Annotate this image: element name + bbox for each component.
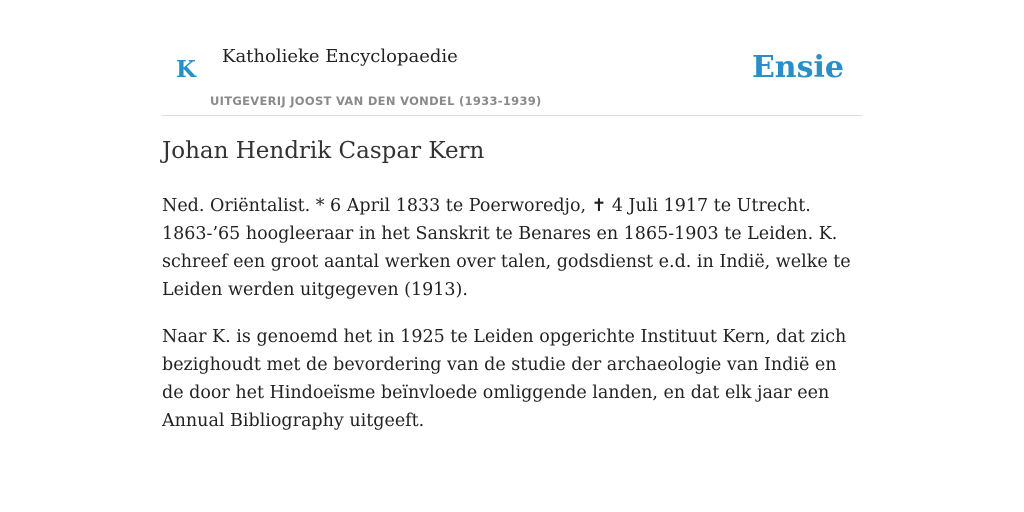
article-paragraph: Naar K. is genoemd het in 1925 te Leiden opgerichte Instituut Kern, dat zich bezighoudt met de bevordering van de studie der archaeologie van Indië en de door het Hindoeïsme beïnvloede omliggende landen, en dat elk jaar een Annual Bibliography uitgeeft. [162,327,847,431]
article-body [162,192,862,454]
article-paragraph: Ned. Oriëntalist. * 6 April 1833 te Poerworedjo, ✝ 4 Juli 1917 te Utrecht. 1863-’65 hoogleeraar in het Sanskrit te Benares en 1865-1903 te Leiden. K. schreef een groot aantal werken over talen, godsdienst e.d. in Indië, welke te Leiden werden uitgegeven (1913). [162,196,851,300]
site-header [162,36,862,116]
encyclopedia-title[interactable]: Katholieke Encyclopaedie [222,46,458,67]
encyclopedia-logo[interactable]: K [176,56,196,83]
publisher-label: UITGEVERIJ JOOST VAN DEN VONDEL (1933-1939) [210,94,542,108]
article-title: Johan Hendrik Caspar Kern [162,138,485,164]
ensie-logo-link[interactable]: Ensie [751,50,844,85]
